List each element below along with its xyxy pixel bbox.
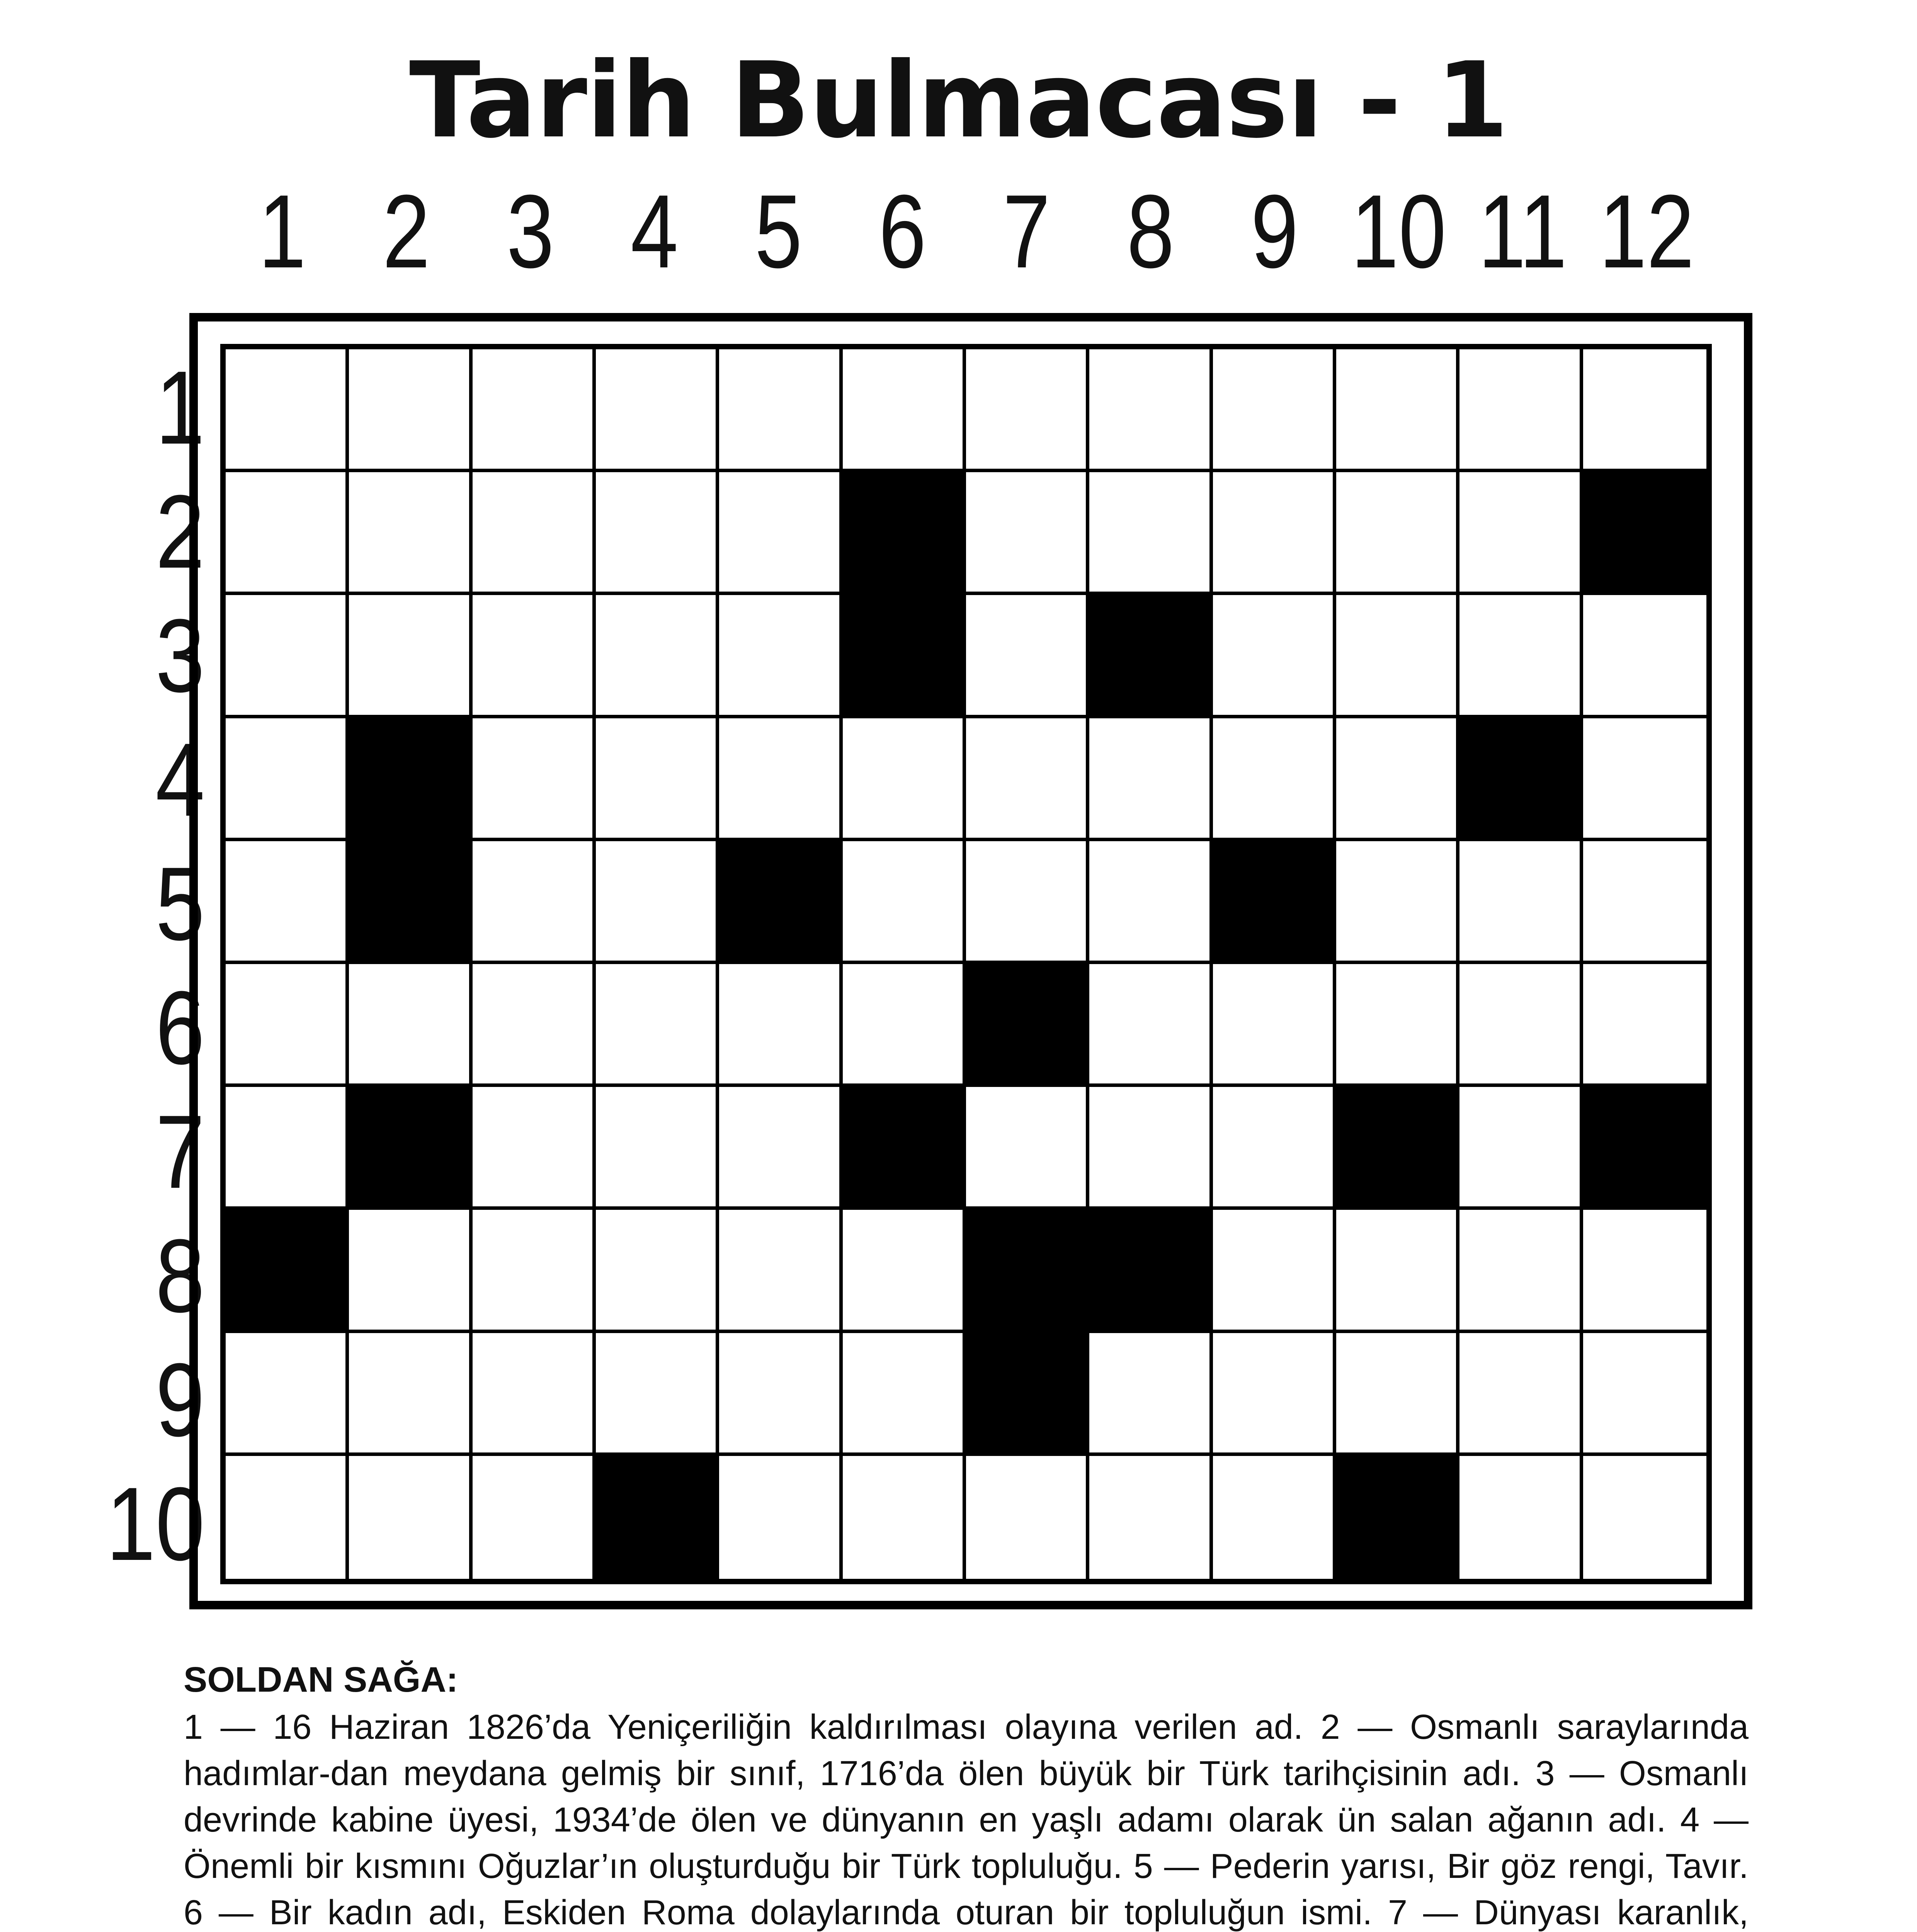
answer-cell[interactable] bbox=[596, 841, 719, 964]
answer-cell[interactable] bbox=[349, 964, 472, 1087]
column-number: 12 bbox=[1599, 173, 1694, 290]
clues-section bbox=[184, 1656, 1749, 1932]
across-heading: SOLDAN SAĞA: bbox=[184, 1660, 458, 1699]
answer-cell[interactable] bbox=[1336, 964, 1459, 1087]
answer-cell[interactable] bbox=[1583, 349, 1706, 472]
black-cell bbox=[719, 841, 842, 964]
black-cell bbox=[843, 1087, 966, 1210]
answer-cell[interactable] bbox=[1459, 964, 1583, 1087]
answer-cell[interactable] bbox=[966, 841, 1089, 964]
row-number: 1 bbox=[155, 350, 205, 466]
across-clues: 1 — 16 Haziran 1826’da Yeniçeriliğin kaldırılması olayına verilen ad. 2 — Osmanlı saraylarında hadımlar-dan meydana gelmiş bir sınıf, 1716’da ölen büyük bir Türk tarihçisinin adı. 3 — Osmanlı devrinde kabine üyesi, 1934’de ölen ve dünyanın en yaşlı adamı olarak ün salan ağanın adı. 4 — Önemli bir kısmını Oğuzlar’ın oluşturduğu bir Türk topluluğu. 5 — Pederin yarısı, Bir göz rengi, Tavır. 6 — Bir kadın adı, Eskiden Roma dolaylarında oturan bir topluluğun ismi. 7 — Dünyası karanlık, bbox=[184, 1708, 1749, 1932]
answer-cell[interactable] bbox=[843, 349, 966, 472]
black-cell bbox=[349, 841, 472, 964]
answer-cell[interactable] bbox=[719, 1333, 842, 1456]
answer-cell[interactable] bbox=[719, 964, 842, 1087]
answer-cell[interactable] bbox=[1089, 718, 1213, 841]
answer-cell[interactable] bbox=[719, 1456, 842, 1579]
answer-cell[interactable] bbox=[1583, 964, 1706, 1087]
answer-cell[interactable] bbox=[349, 1333, 472, 1456]
answer-cell[interactable] bbox=[966, 349, 1089, 472]
row-number: 3 bbox=[155, 598, 205, 714]
crossword-grid bbox=[220, 344, 1712, 1584]
answer-cell[interactable] bbox=[1459, 472, 1583, 595]
answer-cell[interactable] bbox=[596, 595, 719, 718]
row-number: 6 bbox=[155, 970, 205, 1086]
row-number: 10 bbox=[106, 1466, 205, 1582]
row-number: 4 bbox=[155, 722, 205, 838]
answer-cell[interactable] bbox=[1459, 595, 1583, 718]
answer-cell[interactable] bbox=[1459, 349, 1583, 472]
answer-cell[interactable] bbox=[226, 718, 349, 841]
answer-cell[interactable] bbox=[1459, 841, 1583, 964]
answer-cell[interactable] bbox=[349, 472, 472, 595]
black-cell bbox=[1336, 1456, 1459, 1579]
black-cell bbox=[1336, 1087, 1459, 1210]
answer-cell[interactable] bbox=[719, 1210, 842, 1333]
answer-cell[interactable] bbox=[226, 1087, 349, 1210]
answer-cell[interactable] bbox=[226, 1333, 349, 1456]
answer-cell[interactable] bbox=[596, 349, 719, 472]
answer-cell[interactable] bbox=[966, 595, 1089, 718]
column-number: 4 bbox=[630, 173, 679, 290]
black-cell bbox=[349, 718, 472, 841]
answer-cell[interactable] bbox=[1213, 964, 1336, 1087]
black-cell bbox=[966, 1210, 1089, 1333]
answer-cell[interactable] bbox=[843, 1333, 966, 1456]
answer-cell[interactable] bbox=[719, 349, 842, 472]
answer-cell[interactable] bbox=[473, 349, 596, 472]
black-cell bbox=[843, 595, 966, 718]
row-number: 7 bbox=[155, 1094, 205, 1210]
answer-cell[interactable] bbox=[1213, 1456, 1336, 1579]
answer-cell[interactable] bbox=[1459, 1087, 1583, 1210]
answer-cell[interactable] bbox=[966, 718, 1089, 841]
row-number: 5 bbox=[155, 846, 205, 962]
answer-cell[interactable] bbox=[349, 349, 472, 472]
answer-cell[interactable] bbox=[1089, 1456, 1213, 1579]
column-number: 11 bbox=[1478, 173, 1567, 290]
answer-cell[interactable] bbox=[966, 472, 1089, 595]
black-cell bbox=[1583, 472, 1706, 595]
answer-cell[interactable] bbox=[1583, 718, 1706, 841]
answer-cell[interactable] bbox=[226, 964, 349, 1087]
answer-cell[interactable] bbox=[719, 1087, 842, 1210]
answer-cell[interactable] bbox=[596, 1333, 719, 1456]
answer-cell[interactable] bbox=[473, 718, 596, 841]
answer-cell[interactable] bbox=[843, 718, 966, 841]
answer-cell[interactable] bbox=[1336, 718, 1459, 841]
black-cell bbox=[843, 472, 966, 595]
answer-cell[interactable] bbox=[473, 1087, 596, 1210]
answer-cell[interactable] bbox=[1583, 595, 1706, 718]
answer-cell[interactable] bbox=[1583, 841, 1706, 964]
black-cell bbox=[1459, 718, 1583, 841]
answer-cell[interactable] bbox=[1089, 1087, 1213, 1210]
answer-cell[interactable] bbox=[1213, 1333, 1336, 1456]
column-number: 8 bbox=[1126, 173, 1175, 290]
black-cell bbox=[1089, 1210, 1213, 1333]
answer-cell[interactable] bbox=[1459, 1333, 1583, 1456]
answer-cell[interactable] bbox=[1459, 1456, 1583, 1579]
black-cell bbox=[1213, 841, 1336, 964]
answer-cell[interactable] bbox=[1089, 841, 1213, 964]
black-cell bbox=[596, 1456, 719, 1579]
answer-cell[interactable] bbox=[1583, 1333, 1706, 1456]
column-number: 7 bbox=[1002, 173, 1051, 290]
row-number: 9 bbox=[155, 1342, 205, 1458]
answer-cell[interactable] bbox=[1336, 841, 1459, 964]
answer-cell[interactable] bbox=[226, 595, 349, 718]
answer-cell[interactable] bbox=[226, 349, 349, 472]
answer-cell[interactable] bbox=[1336, 349, 1459, 472]
answer-cell[interactable] bbox=[596, 472, 719, 595]
answer-cell[interactable] bbox=[349, 1210, 472, 1333]
column-number: 9 bbox=[1250, 173, 1299, 290]
black-cell bbox=[226, 1210, 349, 1333]
answer-cell[interactable] bbox=[719, 595, 842, 718]
answer-cell[interactable] bbox=[596, 964, 719, 1087]
black-cell bbox=[349, 1087, 472, 1210]
answer-cell[interactable] bbox=[349, 1456, 472, 1579]
black-cell bbox=[966, 964, 1089, 1087]
answer-cell[interactable] bbox=[1089, 472, 1213, 595]
answer-cell[interactable] bbox=[226, 1456, 349, 1579]
answer-cell[interactable] bbox=[596, 1210, 719, 1333]
black-cell bbox=[966, 1333, 1089, 1456]
answer-cell[interactable] bbox=[719, 472, 842, 595]
answer-cell[interactable] bbox=[1089, 349, 1213, 472]
answer-cell[interactable] bbox=[226, 472, 349, 595]
column-number: 5 bbox=[754, 173, 803, 290]
answer-cell[interactable] bbox=[719, 718, 842, 841]
answer-cell[interactable] bbox=[473, 595, 596, 718]
column-number: 10 bbox=[1351, 173, 1446, 290]
row-number: 8 bbox=[155, 1218, 205, 1334]
column-numbers bbox=[0, 174, 1917, 290]
answer-cell[interactable] bbox=[596, 718, 719, 841]
answer-cell[interactable] bbox=[1213, 349, 1336, 472]
answer-cell[interactable] bbox=[473, 1456, 596, 1579]
answer-cell[interactable] bbox=[966, 1087, 1089, 1210]
answer-cell[interactable] bbox=[1089, 1333, 1213, 1456]
page-title: Tarih Bulmacası - 1 bbox=[409, 39, 1508, 161]
column-number: 3 bbox=[506, 173, 555, 290]
column-number: 6 bbox=[878, 173, 927, 290]
answer-cell[interactable] bbox=[1583, 1210, 1706, 1333]
black-cell bbox=[1583, 1087, 1706, 1210]
answer-cell[interactable] bbox=[473, 1333, 596, 1456]
answer-cell[interactable] bbox=[1336, 1210, 1459, 1333]
answer-cell[interactable] bbox=[473, 472, 596, 595]
answer-cell[interactable] bbox=[1459, 1210, 1583, 1333]
column-number: 1 bbox=[258, 173, 306, 290]
answer-cell[interactable] bbox=[473, 1210, 596, 1333]
answer-cell[interactable] bbox=[596, 1087, 719, 1210]
answer-cell[interactable] bbox=[1213, 472, 1336, 595]
answer-cell[interactable] bbox=[843, 964, 966, 1087]
answer-cell[interactable] bbox=[473, 841, 596, 964]
answer-cell[interactable] bbox=[966, 1456, 1089, 1579]
answer-cell[interactable] bbox=[1336, 595, 1459, 718]
answer-cell[interactable] bbox=[473, 964, 596, 1087]
answer-cell[interactable] bbox=[1213, 1087, 1336, 1210]
answer-cell[interactable] bbox=[1213, 718, 1336, 841]
answer-cell[interactable] bbox=[1089, 964, 1213, 1087]
answer-cell[interactable] bbox=[843, 1456, 966, 1579]
answer-cell[interactable] bbox=[843, 1210, 966, 1333]
answer-cell[interactable] bbox=[349, 595, 472, 718]
black-cell bbox=[1089, 595, 1213, 718]
answer-cell[interactable] bbox=[1583, 1456, 1706, 1579]
row-number: 2 bbox=[155, 474, 205, 590]
answer-cell[interactable] bbox=[1336, 472, 1459, 595]
answer-cell[interactable] bbox=[1213, 1210, 1336, 1333]
answer-cell[interactable] bbox=[843, 841, 966, 964]
answer-cell[interactable] bbox=[1213, 595, 1336, 718]
answer-cell[interactable] bbox=[1336, 1333, 1459, 1456]
column-number: 2 bbox=[382, 173, 430, 290]
answer-cell[interactable] bbox=[226, 841, 349, 964]
